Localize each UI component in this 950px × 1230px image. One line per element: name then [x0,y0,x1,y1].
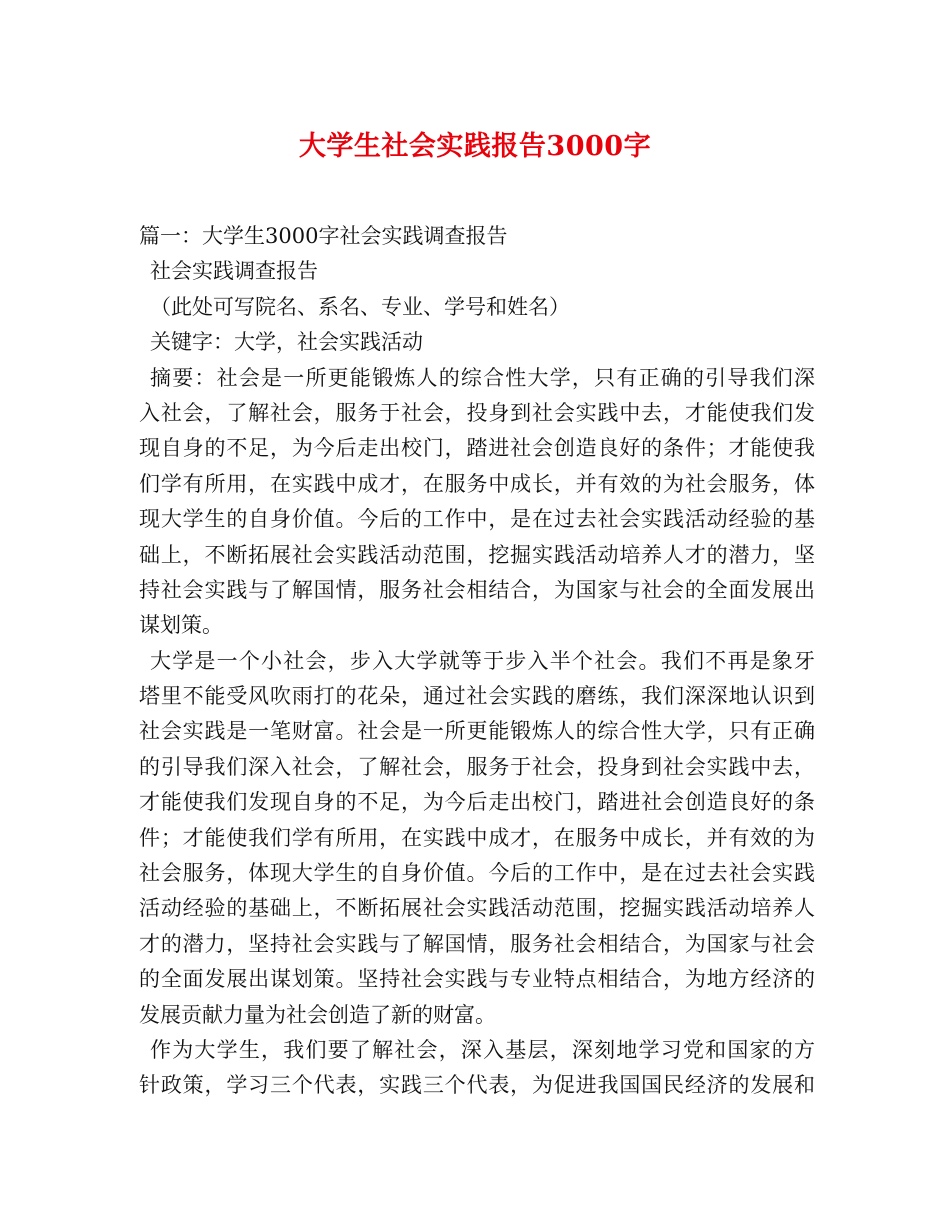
text-line: 入社会，了解社会，服务于社会，投身到社会实践中去，才能使我们发 [139,400,815,425]
text-line: 的引导我们深入社会，了解社会，服务于社会，投身到社会实践中去， [139,754,815,779]
text-line: 针政策，学习三个代表，实践三个代表，为促进我国国民经济的发展和 [139,1073,815,1098]
text-line: 塔里不能受风吹雨打的花朵，通过社会实践的磨练，我们深深地认识到 [139,684,815,709]
text-line: 谋划策。 [139,613,223,638]
text-line: 础上，不断拓展社会实践活动范围，挖掘实践活动培养人才的潜力，坚 [139,542,815,567]
text-line: 们学有所用，在实践中成才，在服务中成长，并有效的为社会服务，体 [139,471,815,496]
text-line: 现自身的不足，为今后走出校门，踏进社会创造良好的条件；才能使我 [139,436,815,461]
text-line: （此处可写院名、系名、专业、学号和姓名） [150,294,570,319]
text-line: 件；才能使我们学有所用，在实践中成才，在服务中成长，并有效的为 [139,825,815,850]
text-line: 大学是一个小社会，步入大学就等于步入半个社会。我们不再是象牙 [150,648,815,673]
text-line: 关键字：大学，社会实践活动 [150,330,423,355]
text-line: 才能使我们发现自身的不足，为今后走出校门，踏进社会创造良好的条 [139,790,815,815]
text-line: 的全面发展出谋划策。坚持社会实践与专业特点相结合，为地方经济的 [139,967,815,992]
text-line: 现大学生的自身价值。今后的工作中，是在过去社会实践活动经验的基 [139,507,815,532]
text-line: 才的潜力，坚持社会实践与了解国情，服务社会相结合，为国家与社会 [139,931,815,956]
text-line: 社会服务，体现大学生的自身价值。今后的工作中，是在过去社会实践 [139,861,815,886]
text-line: 作为大学生，我们要了解社会，深入基层，深刻地学习党和国家的方 [150,1037,815,1062]
text-line: 摘要：社会是一所更能锻炼人的综合性大学，只有正确的引导我们深 [150,365,815,390]
text-line: 持社会实践与了解国情，服务社会相结合，为国家与社会的全面发展出 [139,577,815,602]
text-line: 发展贡献力量为社会创造了新的财富。 [139,1002,496,1027]
text-line: 社会实践调查报告 [150,259,318,284]
document-body [139,219,815,1104]
text-line: 社会实践是一笔财富。社会是一所更能锻炼人的综合性大学，只有正确 [139,719,815,744]
document-title: 大学生社会实践报告3000字 [298,131,652,162]
text-line: 篇一：大学生3000字社会实践调查报告 [139,224,508,248]
text-line: 活动经验的基础上，不断拓展社会实践活动范围，挖掘实践活动培养人 [139,896,815,921]
